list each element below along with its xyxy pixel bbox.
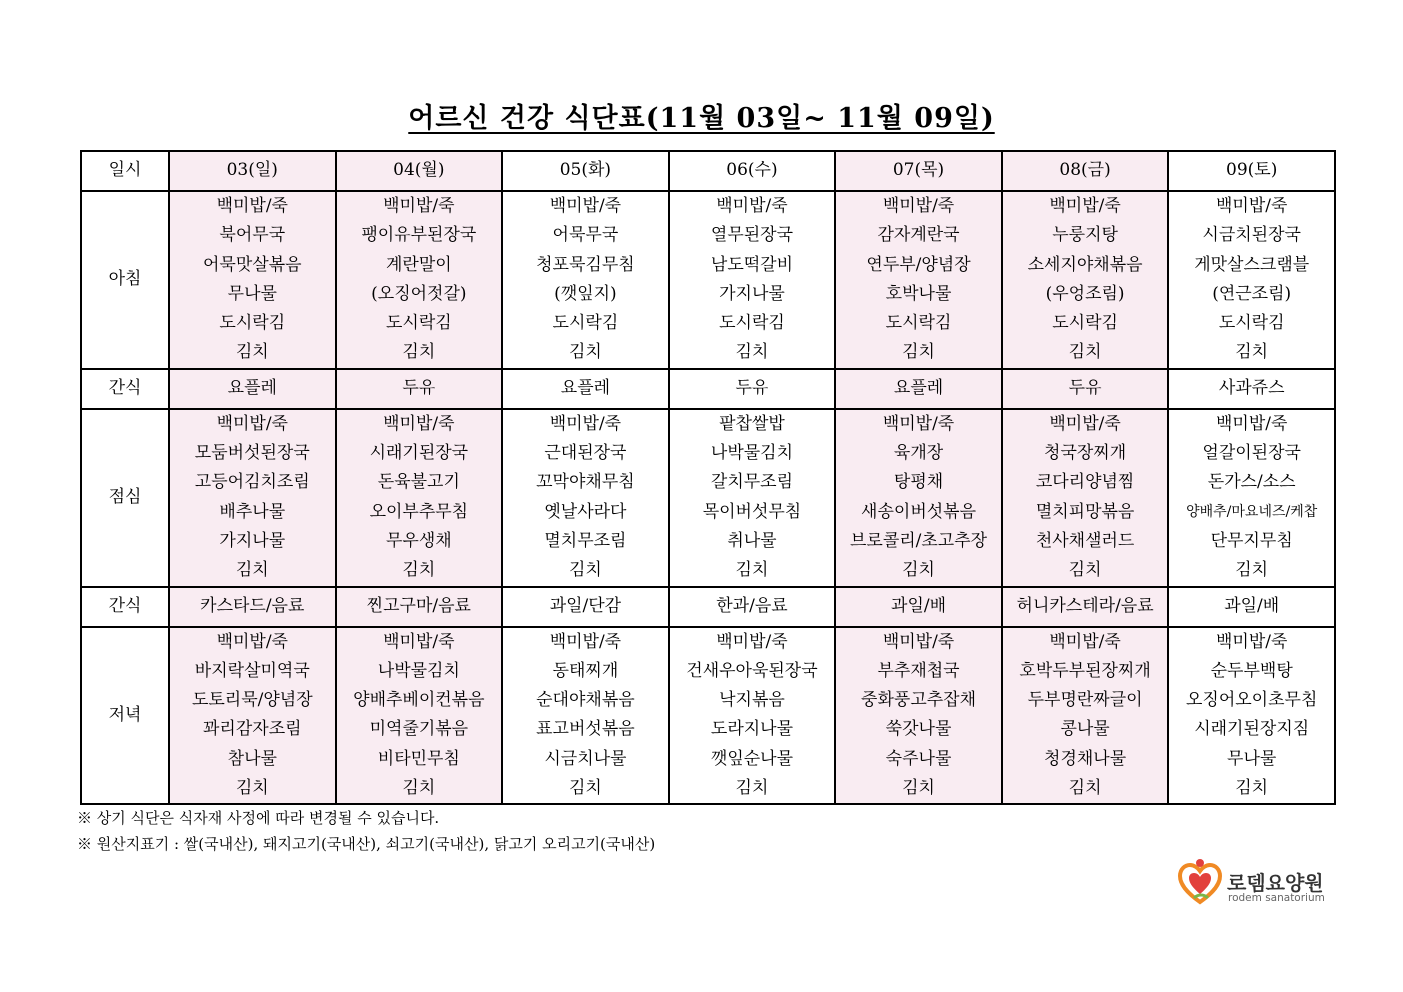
page-title [0, 96, 1403, 135]
dish-item: 누룽지탕 [1052, 225, 1118, 246]
dish-item: 연두부/양념장 [866, 254, 971, 275]
dish-item: 건새우아욱된장국 [686, 660, 818, 681]
dish-item: 김치 [735, 778, 769, 799]
dish-item: 바지락살미역국 [194, 660, 310, 681]
breakfast-row [81, 191, 1335, 369]
dish-item: 도시락김 [719, 313, 785, 334]
snack-cell: 한과/음료 [669, 587, 836, 627]
dish-item: 도토리묵/양념장 [191, 690, 313, 711]
dish-item: 모둠버섯된장국 [194, 443, 310, 464]
dish-item: 게맛살스크램블 [1194, 254, 1310, 275]
dish-item: 무나물 [227, 283, 277, 304]
dish-item: 남도떡갈비 [710, 254, 794, 275]
dish-item: (오징어젓갈) [371, 283, 467, 304]
dish-item: 순대야채볶음 [536, 690, 635, 711]
header-label: 일시 [81, 151, 169, 191]
dish-item: 백미밥/죽 [1049, 413, 1121, 434]
dish-item: 어묵맛살볶음 [203, 254, 302, 275]
day-header: 05(화) [502, 151, 669, 191]
dish-item: 백미밥/죽 [882, 196, 955, 216]
dish-item: 도라지나물 [710, 719, 794, 740]
dish-item: 시래기된장국 [369, 443, 469, 464]
dish-item: 청포묵김무침 [536, 254, 635, 275]
dish-item: 김치 [1235, 560, 1269, 581]
dish-item: 김치 [1068, 560, 1102, 581]
dish-item: 고등어김치조림 [194, 472, 310, 493]
meal-cell [502, 191, 669, 369]
meal-cell [1168, 409, 1335, 587]
dish-item: 옛날사라다 [544, 501, 627, 522]
dish-item: 김치 [568, 342, 602, 363]
dish-item: 부추재첩국 [877, 660, 960, 681]
dish-item: 김치 [235, 778, 269, 799]
dish-item: 백미밥/죽 [1215, 413, 1288, 434]
dish-item: 소세지야채볶음 [1027, 254, 1143, 275]
dish-item: 도시락김 [385, 313, 452, 334]
snack-cell: 요플레 [169, 369, 336, 409]
dish-item: 어묵무국 [552, 225, 619, 246]
footnote: ※ 상기 식단은 식자재 사정에 따라 변경될 수 있습니다. [77, 809, 440, 827]
dish-item: 백미밥/죽 [1049, 196, 1121, 216]
dish-item: 김치 [1068, 342, 1102, 363]
dish-item: 돈가스/소스 [1207, 472, 1296, 493]
dish-item: 청경채나물 [1044, 748, 1127, 769]
dish-item: 쑥갓나물 [885, 719, 952, 740]
meal-cell [835, 191, 1002, 369]
day-header: 08(금) [1002, 151, 1169, 191]
day-header: 09(토) [1168, 151, 1335, 191]
dish-item: (깻잎지) [554, 283, 617, 304]
dish-item: 계란말이 [385, 254, 452, 275]
dish-item: 백미밥/죽 [216, 413, 288, 434]
dish-item: 목이버섯무침 [702, 501, 802, 522]
dish-item: 열무된장국 [710, 225, 794, 246]
dish-item: 표고버섯볶음 [536, 719, 635, 740]
dish-item: 돈육불고기 [377, 472, 460, 493]
meal-cell [835, 627, 1002, 805]
dish-item: 콩나물 [1060, 719, 1110, 740]
dish-item: 시래기된장지짐 [1194, 719, 1310, 740]
snack-cell: 사과쥬스 [1168, 369, 1335, 409]
dish-item: 백미밥/죽 [882, 631, 955, 652]
day-header: 06(수) [669, 151, 836, 191]
snack-cell: 두유 [669, 369, 836, 409]
dish-item: 멸치피망볶음 [1035, 501, 1135, 522]
dinner-row [81, 627, 1335, 805]
snack-cell: 두유 [336, 369, 503, 409]
dish-item: (우엉조림) [1045, 283, 1125, 304]
dish-item: 코다리양념찜 [1035, 472, 1135, 493]
dish-item: 꽈리감자조림 [203, 719, 302, 740]
dish-item: 팽이유부된장국 [361, 225, 477, 246]
dish-item: 백미밥/죽 [1049, 631, 1121, 652]
dish-item: 참나물 [227, 748, 277, 769]
snack-cell: 두유 [1002, 369, 1169, 409]
dish-item: 북어무국 [219, 225, 286, 246]
meal-label: 저녁 [81, 627, 169, 805]
dish-item: 얼갈이된장국 [1202, 443, 1301, 464]
dish-item: 무나물 [1227, 748, 1277, 769]
dish-item: 오징어오이초무침 [1185, 690, 1318, 711]
dish-item: 백미밥/죽 [383, 631, 455, 652]
snack-pm-row [81, 587, 1335, 627]
footnotes [77, 805, 655, 857]
dish-item: 김치 [735, 560, 769, 581]
logo-subtitle: rodem sanatorium [1228, 892, 1325, 904]
dish-item: 김치 [1068, 778, 1102, 799]
dish-item: 멸치무조림 [544, 530, 627, 551]
meal-cell [669, 191, 836, 369]
dish-item: 양배추베이컨볶음 [353, 690, 485, 711]
dish-item: 김치 [1235, 778, 1269, 799]
dish-item: 갈치무조림 [710, 472, 794, 493]
dish-item: 순두부백탕 [1210, 660, 1293, 681]
meal-cell [669, 627, 836, 805]
dish-item: 백미밥/죽 [716, 631, 788, 652]
meal-label: 간식 [81, 369, 169, 409]
dish-item: 백미밥/죽 [1215, 631, 1288, 652]
meal-cell [1002, 627, 1169, 805]
dish-item: 시금치나물 [544, 748, 627, 769]
dish-item: 백미밥/죽 [383, 413, 455, 434]
dish-item: 육개장 [893, 443, 944, 464]
dish-item: 감자계란국 [877, 225, 960, 246]
dish-item: 김치 [735, 342, 769, 363]
menu-title: 어르신 건강 식단표(11월 03일~ 11월 09일) [408, 103, 995, 134]
snack-cell: 과일/배 [835, 587, 1002, 627]
dish-item: 백미밥/죽 [1215, 196, 1288, 216]
dish-item: 도시락김 [885, 313, 952, 334]
snack-cell: 요플레 [835, 369, 1002, 409]
footnote: ※ 원산지표기 : 쌀(국내산), 돼지고기(국내산), 쇠고기(국내산), 닭고기 오리고기(국내산) [77, 835, 656, 853]
dish-item: 김치 [568, 778, 602, 799]
dish-item: 김치 [402, 778, 436, 799]
dish-item: 가지나물 [219, 530, 286, 551]
dish-item: 김치 [1235, 342, 1269, 363]
dish-item: 김치 [902, 342, 935, 363]
snack-cell: 과일/단감 [502, 587, 669, 627]
dish-item: 가지나물 [719, 283, 785, 304]
dish-item: 시금치된장국 [1202, 225, 1301, 246]
dish-item: 도시락김 [552, 313, 619, 334]
dish-item: 단무지무침 [1210, 530, 1293, 551]
meal-cell [669, 409, 836, 587]
dish-item: 김치 [568, 560, 602, 581]
dish-item: 동태찌개 [552, 660, 619, 681]
snack-cell: 과일/배 [1168, 587, 1335, 627]
dish-item: 취나물 [727, 530, 777, 551]
meal-label: 아침 [81, 191, 169, 369]
day-header: 07(목) [835, 151, 1002, 191]
dish-item: 김치 [402, 560, 436, 581]
dish-item: 천사채샐러드 [1035, 530, 1135, 551]
day-header: 03(일) [169, 151, 336, 191]
meal-cell [336, 627, 503, 805]
dish-item: 근대된장국 [544, 443, 627, 464]
dish-item: 낙지볶음 [719, 690, 785, 711]
dish-item: 김치 [402, 342, 436, 363]
meal-cell [1002, 409, 1169, 587]
meal-cell [336, 409, 503, 587]
meal-cell [835, 409, 1002, 587]
dish-item: 백미밥/죽 [716, 196, 788, 216]
dish-item: 김치 [235, 560, 269, 581]
lunch-row [81, 409, 1335, 587]
logo [1176, 858, 1341, 906]
dish-item: 오이부추무침 [369, 501, 469, 522]
dish-item: 배추나물 [219, 501, 286, 522]
dish-item: 탕평채 [893, 472, 944, 493]
weekly-menu-table [80, 150, 1336, 805]
dish-item: 중화풍고추잡채 [861, 690, 977, 711]
logo-name: 로뎀요양원 [1227, 871, 1324, 895]
meal-label: 간식 [81, 587, 169, 627]
dish-item: 도시락김 [219, 313, 286, 334]
snack-cell: 찐고구마/음료 [336, 587, 503, 627]
snack-cell: 요플레 [502, 369, 669, 409]
meal-cell [169, 191, 336, 369]
dish-item: 백미밥/죽 [549, 631, 622, 652]
dish-item: 김치 [235, 342, 269, 363]
dish-item: 무우생채 [385, 530, 452, 551]
dish-item: 백미밥/죽 [216, 196, 288, 216]
dish-item: (연근조림) [1212, 283, 1292, 304]
dish-item: 호박두부된장찌개 [1019, 660, 1151, 681]
meal-cell [336, 191, 503, 369]
meal-cell [502, 409, 669, 587]
dish-item: 호박나물 [885, 283, 952, 304]
dish-item: 백미밥/죽 [882, 413, 955, 434]
meal-cell [169, 627, 336, 805]
dish-item: 미역줄기볶음 [369, 719, 469, 740]
dish-item: 나박물김치 [710, 443, 794, 464]
dish-item: 깻잎순나물 [710, 748, 794, 769]
day-header: 04(월) [336, 151, 503, 191]
meal-cell [1168, 191, 1335, 369]
dish-item: 브로콜리/초고추장 [849, 530, 988, 551]
dish-item: 백미밥/죽 [549, 413, 622, 434]
meal-cell [1002, 191, 1169, 369]
dish-item: 양배추/마요네즈/케찹 [1186, 503, 1318, 520]
meal-label: 점심 [81, 409, 169, 587]
dish-item: 도시락김 [1052, 313, 1118, 334]
meal-cell [169, 409, 336, 587]
rodem-heart-logo-icon [1176, 858, 1224, 906]
dish-item: 새송이버섯볶음 [861, 501, 977, 522]
snack-cell: 허니카스테라/음료 [1002, 587, 1169, 627]
dish-item: 김치 [902, 560, 935, 581]
dish-item: 팥찹쌀밥 [719, 413, 785, 434]
meal-cell [502, 627, 669, 805]
dish-item: 백미밥/죽 [216, 631, 288, 652]
dish-item: 도시락김 [1218, 313, 1285, 334]
dish-item: 비타민무침 [377, 748, 460, 769]
dish-item: 꼬막야채무침 [536, 472, 635, 493]
dish-item: 나박물김치 [377, 660, 460, 681]
header-row [81, 151, 1335, 191]
snack-cell: 카스타드/음료 [169, 587, 336, 627]
dish-item: 두부명란짜글이 [1027, 690, 1143, 711]
dish-item: 백미밥/죽 [549, 196, 622, 216]
meal-cell [1168, 627, 1335, 805]
dish-item: 숙주나물 [885, 748, 952, 769]
dish-item: 김치 [902, 778, 935, 799]
dish-item: 백미밥/죽 [383, 196, 455, 216]
dish-item: 청국장찌개 [1044, 443, 1127, 464]
snack-am-row [81, 369, 1335, 409]
